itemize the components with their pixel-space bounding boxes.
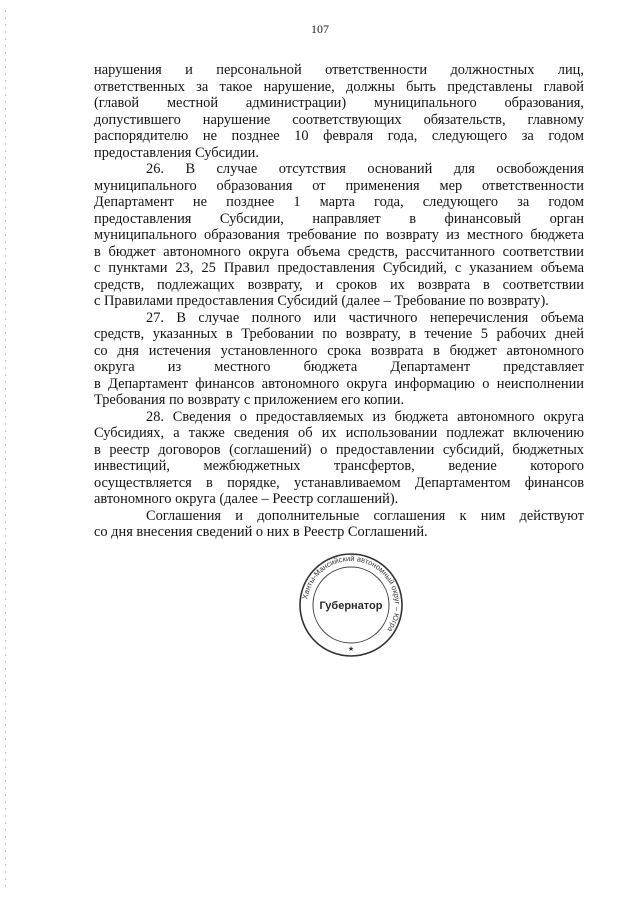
text-line: ответственных за такое нарушение, должны быть представлены главой <box>94 78 584 95</box>
paragraph <box>94 409 584 508</box>
text-line: нарушения и персональной ответственности должностных лиц, <box>94 62 584 78</box>
paragraph <box>94 161 584 310</box>
text-line: Департамент не позднее 1 марта года, следующего за годом <box>94 194 584 210</box>
text-line: с пунктами 23, 25 Правил предоставления Субсидий, с указанием объема <box>94 260 584 276</box>
text-line: автономного округа (далее – Реестр соглашений). <box>94 491 399 507</box>
text-line: 27. В случае полного или частичного неперечисления объема <box>146 309 584 326</box>
scan-margin-mark <box>5 10 6 890</box>
stamp-center-text: Губернатор <box>319 600 383 612</box>
text-line: (главой местной администрации) муниципального образования, <box>94 95 584 111</box>
text-line: средств, подлежащих возврату, и сроков их возврата в соответствии <box>94 276 584 293</box>
governor-seal-stamp <box>286 552 416 658</box>
text-line: Соглашения и дополнительные соглашения к ним действуют <box>146 507 584 524</box>
text-line: со дня внесения сведений о них в Реестр Соглашений. <box>94 524 428 540</box>
text-line: в бюджет автономного округа объема средств, рассчитанного соответствии <box>94 243 584 260</box>
text-line: допустившего нарушение соответствующих обязательств, главному <box>94 111 584 128</box>
text-line: распорядителю не позднее 10 февраля года, следующего за годом <box>94 128 584 144</box>
paragraph <box>94 310 584 409</box>
paragraph <box>94 62 584 161</box>
text-line: с Правилами предоставления Субсидий (далее – Требование по возврату). <box>94 293 549 309</box>
text-line: предоставления Субсидии. <box>94 144 259 161</box>
text-line: средств, указанных в Требовании по возврату, в течение 5 рабочих дней <box>94 326 584 342</box>
paragraph <box>94 508 584 541</box>
text-line: предоставления Субсидии, направляет в финансовый орган <box>94 210 584 227</box>
stamp-ring-text: Ханты-Мансийский автономный округ – Югра <box>300 553 403 634</box>
page-number: 107 <box>311 22 329 36</box>
text-line: в Департамент финансов автономного округа информацию о неисполнении <box>94 375 584 392</box>
text-line: Субсидиях, а также сведения об их использовании подлежат включению <box>94 425 584 441</box>
text-line: инвестиций, межбюджетных трансфертов, ведение которого <box>94 458 584 474</box>
text-line: в реестр договоров (соглашений) о предоставлении субсидий, бюджетных <box>94 441 584 458</box>
text-line: муниципального образования от применения мер ответственности <box>94 177 584 194</box>
document-body <box>94 62 584 541</box>
text-line: 26. В случае отсутствия оснований для освобождения <box>146 161 584 177</box>
text-line: со дня истечения установленного срока возврата в бюджет автономного <box>94 342 584 359</box>
star-icon: ★ <box>347 646 355 653</box>
text-line: муниципального образования требование по возврату из местного бюджета <box>94 227 584 243</box>
text-line: 28. Сведения о предоставляемых из бюджета автономного округа <box>146 408 584 425</box>
text-line: округа из местного бюджета Департамент представляет <box>94 359 584 375</box>
text-line: осуществляется в порядке, устанавливаемом Департаментом финансов <box>94 474 584 491</box>
text-line: Требования по возврату с приложением его копии. <box>94 392 405 408</box>
